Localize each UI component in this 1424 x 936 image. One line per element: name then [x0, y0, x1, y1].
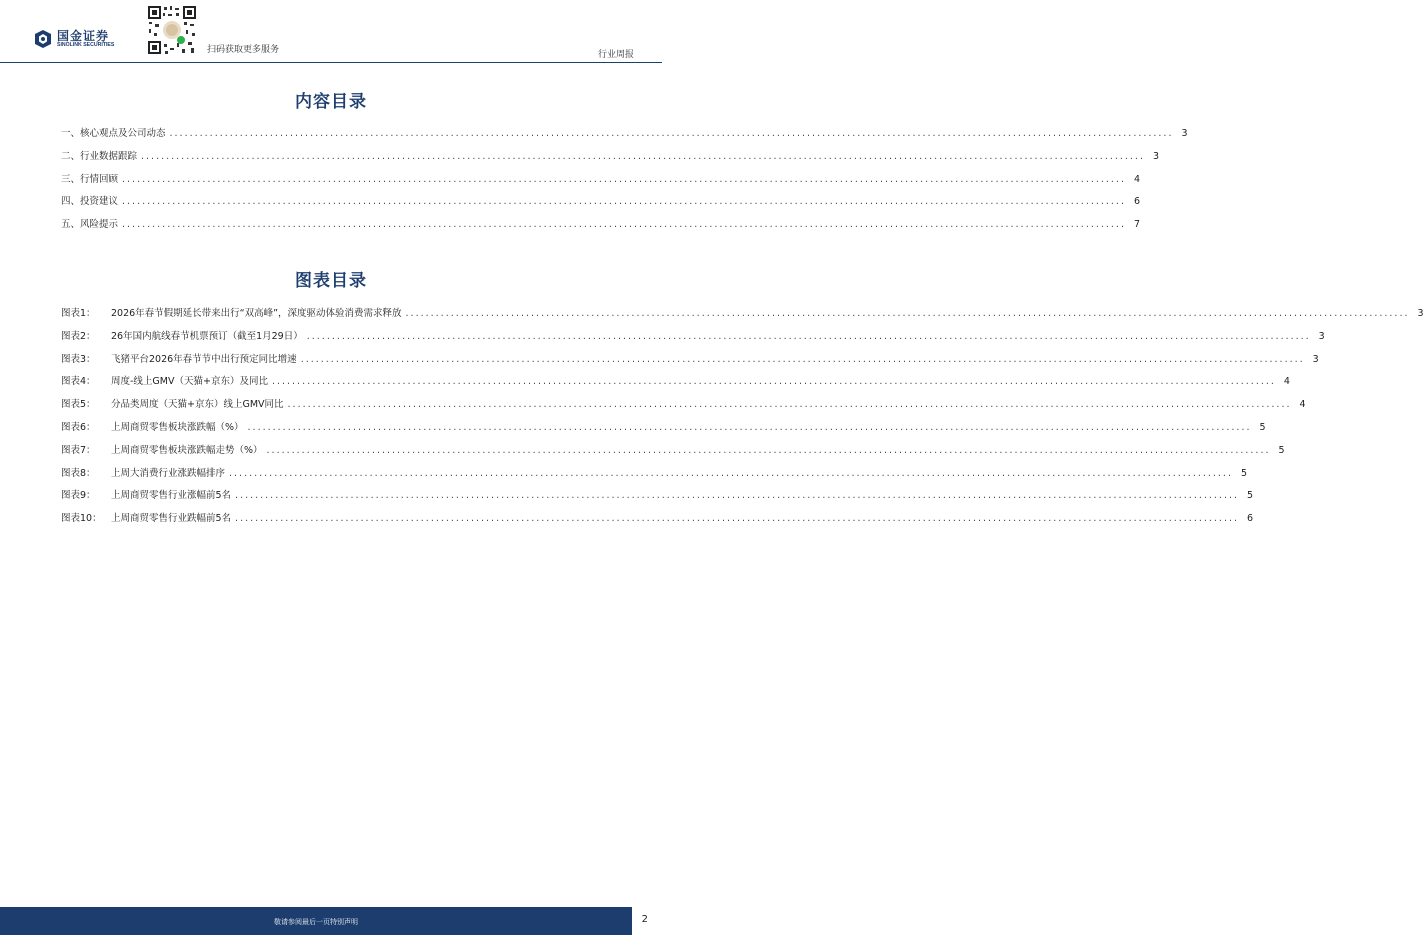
dot-leader: ........................................................................................................................................................................................................ — [287, 399, 1292, 411]
figure-item-label: 2026年春节假期延长带来出行“双高峰”，深度驱动体验消费需求释放 — [111, 308, 402, 319]
dot-leader: ........................................................................................................................................................................................................ — [300, 353, 1305, 365]
figure-item-page: 6 — [1246, 513, 1254, 525]
figure-item[interactable] — [61, 305, 1424, 328]
figure-item[interactable] — [61, 465, 1247, 488]
contents-title: 内容目录 — [295, 92, 367, 112]
figure-item-label: 飞猪平台2026年春节节中出行预定同比增速 — [111, 353, 297, 365]
figure-item-number: 图表6： — [61, 421, 96, 433]
contents-list — [61, 125, 1188, 239]
contents-item[interactable] — [61, 148, 1159, 171]
page-number: 2 — [641, 914, 648, 925]
figure-item-label: 26年国内航线春节机票预订（截至1月29日） — [111, 330, 303, 342]
contents-item-page: 3 — [1181, 128, 1188, 139]
dot-leader: ........................................................................................................................................................................................................ — [247, 421, 1252, 433]
contents-item-page: 4 — [1133, 173, 1140, 185]
contents-item-label: 二、行业数据跟踪 — [61, 150, 138, 162]
dot-leader: ........................................................................................................................................................................................................ — [266, 444, 1271, 456]
dot-leader: ........................................................................................................................................................................................................ — [169, 128, 1174, 139]
figure-item-label: 上周商贸零售板块涨跌幅（%） — [111, 421, 244, 433]
dot-leader: ........................................................................................................................................................................................................ — [229, 467, 1233, 479]
dot-leader: ........................................................................................................................................................................................................ — [122, 219, 1126, 231]
dot-leader: ........................................................................................................................................................................................................ — [235, 513, 1240, 525]
qr-caption: 扫码获取更多服务 — [207, 45, 280, 55]
contents-item-page: 7 — [1133, 219, 1140, 231]
figure-item[interactable] — [61, 442, 1285, 465]
figure-item-number: 图表1： — [61, 308, 96, 319]
document-type-label: 行业周报 — [597, 50, 634, 60]
figure-item-label: 上周商贸零售行业跌幅前5名 — [111, 513, 232, 525]
figure-item-page: 5 — [1246, 490, 1254, 502]
figure-item-label: 上周商贸零售板块涨跌幅走势（%） — [111, 444, 263, 456]
qr-code-icon — [146, 4, 198, 56]
figure-item-number: 图表2： — [61, 330, 96, 342]
figure-item-page: 3 — [1417, 308, 1424, 319]
figure-item[interactable] — [61, 396, 1306, 419]
figure-item-number: 图表9： — [61, 490, 96, 502]
dot-leader: ........................................................................................................................................................................................................ — [306, 330, 1311, 342]
figure-item-page: 3 — [1318, 330, 1325, 342]
contents-item-page: 3 — [1152, 150, 1159, 162]
figure-item-page: 5 — [1278, 444, 1285, 456]
figures-list — [61, 305, 1424, 533]
figure-item-number: 图表5： — [61, 399, 96, 411]
figure-item-page: 3 — [1312, 353, 1319, 365]
figure-item-label: 上周大消费行业涨跌幅排序 — [111, 467, 226, 479]
contents-item-page: 6 — [1133, 196, 1140, 208]
dot-leader: ........................................................................................................................................................................................................ — [122, 173, 1126, 185]
contents-item[interactable] — [61, 171, 1140, 194]
contents-item-label: 三、行情回顾 — [61, 173, 119, 185]
figure-item[interactable] — [61, 510, 1254, 533]
figure-item[interactable] — [61, 328, 1325, 351]
figure-item-page: 5 — [1240, 467, 1247, 479]
dot-leader: ........................................................................................................................................................................................................ — [122, 196, 1126, 208]
header-divider — [0, 62, 662, 63]
figure-item[interactable] — [61, 373, 1290, 396]
contents-item-label: 五、风险提示 — [61, 219, 119, 231]
dot-leader: ........................................................................................................................................................................................................ — [271, 376, 1276, 388]
dot-leader: ........................................................................................................................................................................................................ — [235, 490, 1240, 502]
figure-item-page: 4 — [1283, 376, 1290, 388]
figure-item-number: 图表8： — [61, 467, 96, 479]
figure-item-number: 图表10： — [61, 513, 102, 525]
figure-item-page: 5 — [1259, 421, 1266, 433]
figure-item[interactable] — [61, 487, 1254, 510]
footer-disclaimer: 敬请参阅最后一页特别声明 — [274, 918, 358, 926]
figure-item-number: 图表3： — [61, 353, 96, 365]
figure-item-page: 4 — [1299, 399, 1306, 411]
figure-item[interactable] — [61, 419, 1266, 442]
company-logo — [33, 27, 133, 53]
figure-item-label: 分品类周度（天猫+京东）线上GMV同比 — [111, 399, 284, 411]
page-header — [0, 0, 662, 64]
contents-item-label: 四、投资建议 — [61, 196, 119, 208]
dot-leader: ........................................................................................................................................................................................................ — [141, 150, 1145, 162]
figure-item[interactable] — [61, 351, 1319, 374]
figure-item-label: 周度-线上GMV（天猫+京东）及同比 — [111, 376, 268, 388]
contents-item[interactable] — [61, 216, 1140, 239]
figure-item-number: 图表7： — [61, 444, 96, 456]
contents-item-label: 一、核心观点及公司动态 — [61, 128, 166, 139]
figures-title: 图表目录 — [295, 271, 367, 291]
contents-item[interactable] — [61, 193, 1140, 216]
logo-text-en: SINOLINK SECURITIES — [57, 42, 115, 48]
dot-leader: ........................................................................................................................................................................................................ — [405, 308, 1410, 319]
figure-item-label: 上周商贸零售行业涨幅前5名 — [111, 490, 232, 502]
logo-text-cn: 国金证券 — [57, 29, 110, 43]
sinolink-logo-icon — [33, 29, 53, 49]
figure-item-number: 图表4： — [61, 376, 96, 388]
contents-item[interactable] — [61, 125, 1188, 148]
